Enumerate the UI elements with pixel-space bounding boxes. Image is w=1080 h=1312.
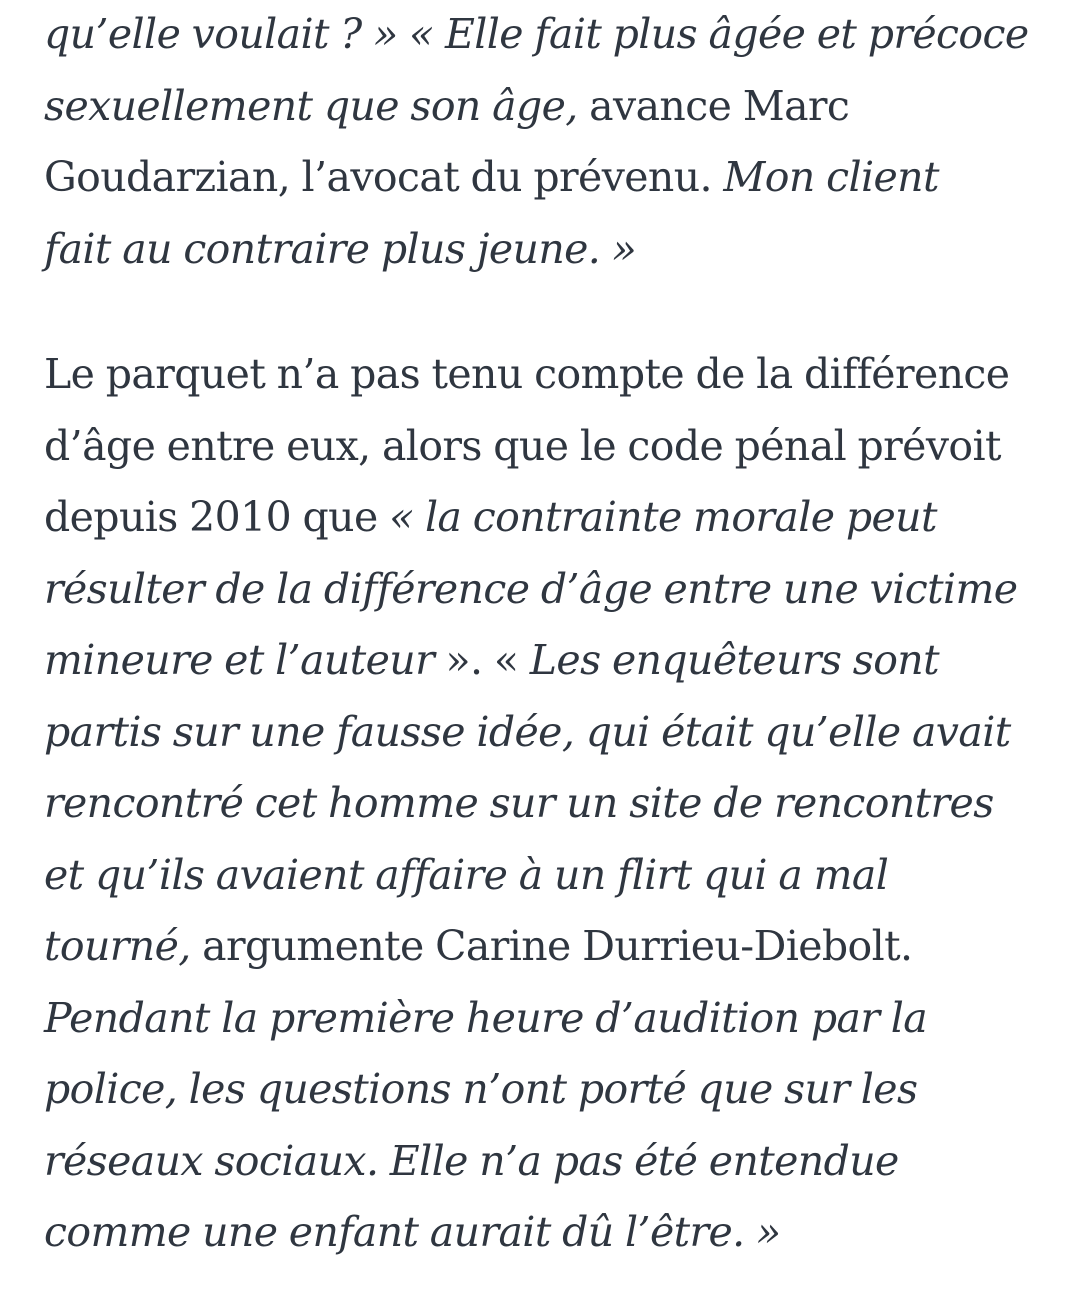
italic-quote-run: partis sur une fausse idée, qui était qu’elle avait — [44, 707, 1011, 756]
italic-quote-run: police, les questions n’ont porté que sur les — [44, 1065, 918, 1113]
italic-quote-run: réseaux sociaux. Elle n’a pas été entendue — [44, 1136, 899, 1185]
paragraph-quote-lawyer — [44, 0, 1044, 285]
italic-quote-run: rencontré cet homme sur un site de rencontres — [44, 779, 994, 827]
text-line — [44, 625, 1044, 697]
roman-text-run: ». « — [434, 636, 530, 684]
text-line — [44, 768, 1044, 840]
text-line — [44, 983, 1044, 1055]
italic-quote-run: comme une enfant aurait dû l’être. » — [44, 1208, 781, 1256]
italic-quote-run: résulter de la différence d’âge entre une victime — [44, 564, 1018, 613]
italic-quote-run: Pendant la première heure d’audition par la — [44, 993, 928, 1042]
text-line — [44, 554, 1044, 626]
roman-text-run: Goudarzian, l’avocat du prévenu. — [44, 153, 724, 201]
roman-text-run: depuis 2010 que — [44, 493, 390, 541]
text-line — [44, 0, 1044, 71]
text-line — [44, 1197, 1044, 1269]
text-line — [44, 339, 1044, 411]
text-line — [44, 71, 1044, 143]
text-line — [44, 911, 1044, 983]
italic-quote-run: sexuellement que son âge, — [44, 81, 578, 130]
italic-quote-run: qu’elle voulait ? » « Elle fait plus âgée et précoce — [44, 10, 1029, 58]
text-line — [44, 697, 1044, 769]
text-line — [44, 840, 1044, 912]
roman-text-run: Le parquet n’a pas tenu compte de la différence — [44, 350, 1010, 398]
italic-quote-run: tourné, — [44, 922, 191, 970]
roman-text-run: avance Marc — [577, 81, 850, 130]
text-line — [44, 214, 1044, 286]
italic-quote-run: mineure et l’auteur — [44, 636, 435, 684]
text-line — [44, 1126, 1044, 1198]
roman-text-run: argumente Carine Durrieu-Diebolt. — [190, 922, 913, 970]
italic-quote-run: fait au contraire plus jeune. » — [44, 224, 637, 273]
italic-quote-run: Les enquêteurs sont — [529, 636, 939, 684]
text-line — [44, 482, 1044, 554]
paragraph-prosecution — [44, 339, 1044, 1269]
italic-quote-run: Mon client — [723, 153, 939, 201]
italic-quote-run: et qu’ils avaient affaire à un flirt qui a mal — [44, 850, 889, 899]
text-line — [44, 142, 1044, 214]
text-line — [44, 411, 1044, 483]
text-line — [44, 1054, 1044, 1126]
roman-text-run: d’âge entre eux, alors que le code pénal prévoit — [44, 421, 1001, 470]
italic-quote-run: « la contrainte morale peut — [389, 493, 937, 541]
